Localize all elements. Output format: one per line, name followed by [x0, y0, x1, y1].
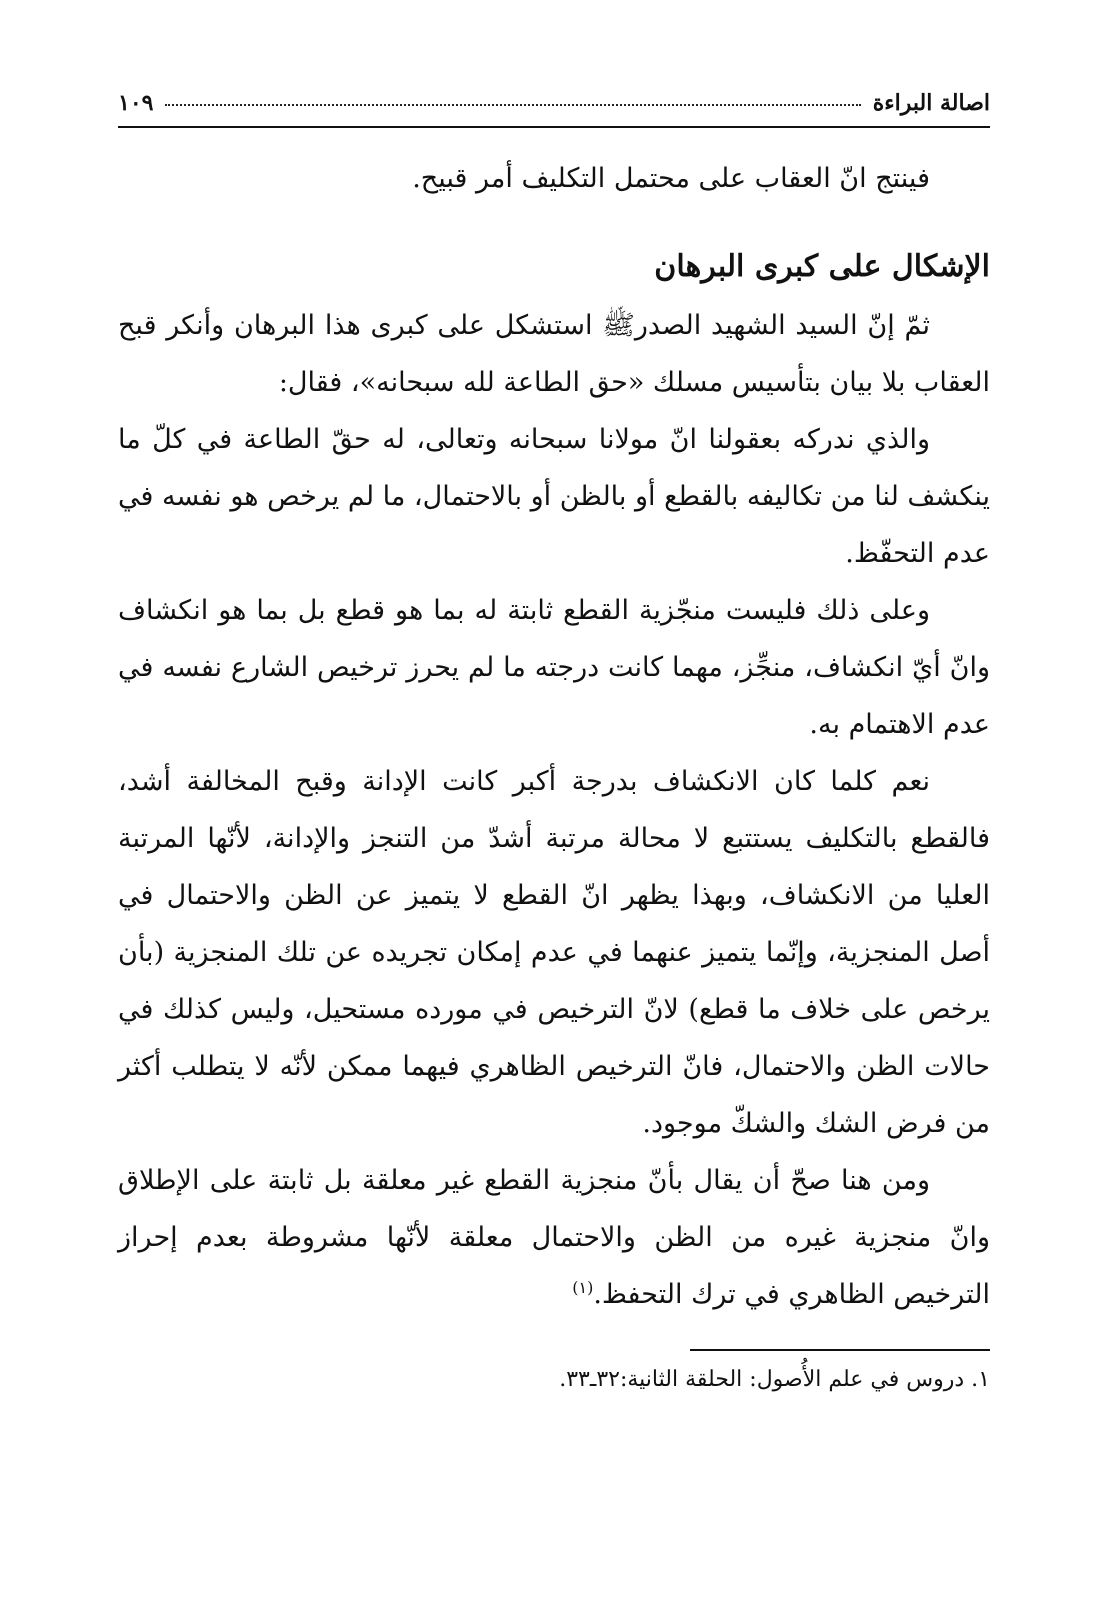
main-text: [118, 150, 990, 1323]
paragraph-quote-3: نعم كلما كان الانكشاف بدرجة أكبر كانت الإدانة وقبح المخالفة أشد، فالقطع بالتكليف يستتبع لا محالة مرتبة أشدّ من التنجز والإدانة، لأنّها المرتبة العليا من الانكشاف، وبهذا يظهر انّ القطع لا يتميز عن الظن والاحتمال في أصل المنجزية، وإنّما يتميز عنهما في عدم إمكان تجريده عن تلك المنجزية (بأن يرخص على خلاف ما قطع) لانّ الترخيص في مورده مستحيل، وليس كذلك في حالات الظن والاحتمال، فانّ الترخيص الظاهري فيهما ممكن لأنّه لا يتطلب أكثر من فرض الشك والشكّ موجود.: [118, 766, 990, 1139]
header-dot-leader: [165, 104, 860, 106]
paragraph-quote-4-text: ومن هنا صحّ أن يقال بأنّ منجزية القطع غير معلقة بل ثابتة على الإطلاق وانّ منجزية غيره من الظن والاحتمال معلقة لأنّها مشروطة بعدم إحراز الترخيص الظاهري في ترك التحفظ.: [118, 1165, 990, 1310]
footnote-rule: [690, 1349, 990, 1351]
paragraph-quote-1: والذي ندركه بعقولنا انّ مولانا سبحانه وتعالى، له حقّ الطاعة في كلّ ما ينكشف لنا من تكاليفه بالقطع أو بالظن أو بالاحتمال، ما لم يرخص هو نفسه في عدم التحفّظ.: [118, 424, 990, 569]
running-header: [118, 70, 990, 116]
paragraph-intro: ثمّ إنّ السيد الشهيد الصدرﷺ استشكل على كبرى هذا البرهان وأنكر قبح العقاب بلا بيان بتأسيس مسلك «حق الطاعة لله سبحانه»، فقال:: [118, 310, 990, 398]
section-heading: الإشكال على كبرى البرهان: [654, 249, 990, 284]
paragraph-quote-2: وعلى ذلك فليست منجّزية القطع ثابتة له بما هو قطع بل بما هو انكشاف وانّ أيّ انكشاف، منجِّز، مهما كانت درجته ما لم يحرز ترخيص الشارع نفسه في عدم الاهتمام به.: [118, 595, 990, 740]
conclusion-line: فينتج انّ العقاب على محتمل التكليف أمر قبيح.: [412, 163, 930, 194]
book-page: [118, 70, 990, 1397]
page-number: ١٠٩: [118, 90, 154, 116]
running-header-title: اصالة البراءة: [872, 90, 990, 116]
header-rule: [118, 126, 990, 128]
footnotes: [118, 1363, 990, 1397]
footnote-item: ١. دروس في علم الأُصول: الحلقة الثانية:٣٢ـ٣٣.: [559, 1367, 990, 1392]
footnote-marker[interactable]: (١): [572, 1278, 594, 1297]
paragraph-quote-4: [118, 1152, 990, 1323]
